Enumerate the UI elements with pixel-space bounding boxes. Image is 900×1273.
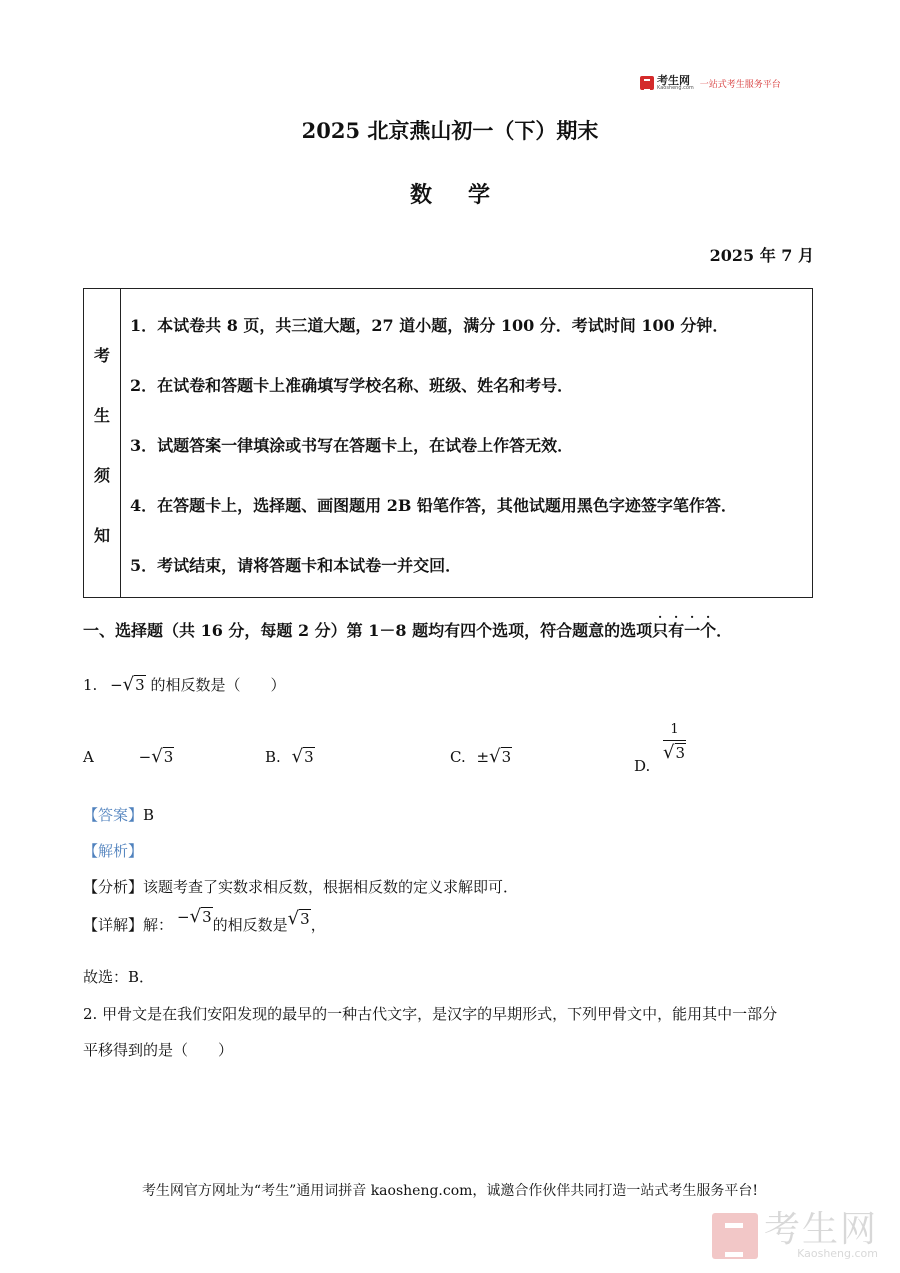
notice-item: 5．考试结束，请将答题卡和本试卷一并交回． (130, 556, 462, 575)
notice-side-char: 生 (93, 406, 110, 425)
answer-label: 【答案】 (83, 806, 144, 824)
conclusion: 故选：B． (83, 968, 155, 986)
emphasis-char: 只 (652, 621, 669, 640)
option-label: C. (450, 748, 466, 766)
notice-box (83, 288, 813, 598)
notice-item: 3．试题答案一律填涂或书写在答题卡上，在试卷上作答无效． (130, 436, 574, 455)
notice-side-char: 知 (93, 526, 110, 545)
detail-label: 【详解】 (83, 916, 144, 934)
detail-line (83, 906, 326, 935)
sqrt-expression: √3 (287, 908, 310, 929)
emphasis-char: 个 (700, 621, 717, 640)
exam-title: 2025 北京燕山初一（下）期末 (301, 118, 599, 143)
section-heading (83, 618, 732, 641)
option-b (265, 746, 315, 767)
sqrt-expression: √3 (291, 746, 314, 767)
emphasis-char: 一 (684, 621, 701, 640)
sqrt-expression: √3 (189, 906, 212, 927)
exam-subject: 数学 (409, 182, 526, 208)
notice-side-char: 须 (93, 466, 110, 485)
numerator: 1 (670, 722, 679, 737)
question-text: 的相反数是（ ） (150, 676, 286, 694)
radicand: 3 (202, 908, 212, 926)
notice-side (84, 289, 121, 597)
section-heading-end: ． (716, 621, 733, 640)
option-prefix: − (138, 748, 152, 766)
option-prefix: ± (476, 748, 490, 766)
minus-sign: − (110, 676, 123, 694)
question-1-stem (83, 674, 286, 695)
notice-item: 4．在答题卡上，选择题、画图题用 2B 铅笔作答，其他试题用黑色字迹签字笔作答． (130, 496, 737, 515)
sqrt-expression: √3 (151, 746, 174, 767)
answer-value: B (143, 806, 155, 824)
sqrt-expression: √3 (663, 742, 686, 763)
header-logo (640, 73, 781, 93)
option-a (83, 746, 174, 767)
fenxi-label: 【分析】 (83, 878, 144, 896)
question-number: 1. (83, 676, 98, 694)
watermark (712, 1209, 878, 1260)
exam-date: 2025 年 7 月 (709, 246, 814, 265)
notice-item: 1．本试卷共 8 页，共三道大题，27 道小题，满分 100 分．考试时间 100 分钟． (130, 316, 729, 335)
fenxi-line (83, 876, 518, 897)
watermark-cn: 考生网 (763, 1209, 878, 1250)
radicand: 3 (501, 748, 512, 766)
option-c (450, 746, 512, 767)
emphasis-char: 有 (668, 621, 685, 640)
footer-text: 考生网官方网址为“考生”通用词拼音 kaosheng.com，诚邀合作伙伴共同打造一站式考生服务平台! (141, 1183, 759, 1199)
watermark-en: Kaosheng.com (797, 1247, 878, 1260)
radicand: 3 (135, 676, 145, 694)
option-d (634, 722, 686, 775)
detail-mid: 的相反数是 (212, 916, 288, 934)
kaosheng-watermark-icon (712, 1213, 758, 1259)
radicand: 3 (304, 748, 314, 766)
detail-prefix: 解： (143, 916, 174, 934)
question-2-line2: 平移得到的是（ ） (83, 1041, 234, 1059)
kaosheng-logo-icon (640, 76, 654, 90)
option-label: A (83, 748, 94, 766)
sqrt-expression: √3 (489, 746, 512, 767)
logo-cn: 考生网 (657, 74, 690, 87)
minus-sign: − (177, 908, 190, 926)
fenxi-text: 该题考查了实数求相反数，根据相反数的定义求解即可． (143, 878, 519, 896)
sqrt-expression: √3 (122, 674, 145, 695)
logo-en: Kaosheng.com (657, 85, 694, 91)
notice-side-char: 考 (93, 346, 110, 365)
analysis-label: 【解析】 (83, 842, 144, 860)
option-label: D. (634, 756, 651, 775)
notice-item: 2．在试卷和答题卡上准确填写学校名称、班级、姓名和考号． (130, 376, 574, 395)
detail-end: ， (310, 916, 326, 934)
section-heading-text: 一、选择题（共 16 分，每题 2 分）第 1－8 题均有四个选项，符合题意的选项 (83, 621, 653, 640)
logo-slogan: 一站式考生服务平台 (699, 79, 781, 90)
fraction (663, 722, 686, 763)
radicand: 3 (300, 910, 310, 928)
radicand: 3 (675, 744, 686, 762)
radicand: 3 (163, 748, 174, 766)
question-2-line1: 2. 甲骨文是在我们安阳发现的最早的一种古代文字，是汉字的早期形式，下列甲骨文中，能用其中一部分 (83, 1005, 778, 1023)
option-label: B. (265, 748, 281, 766)
answer-line (83, 804, 154, 825)
